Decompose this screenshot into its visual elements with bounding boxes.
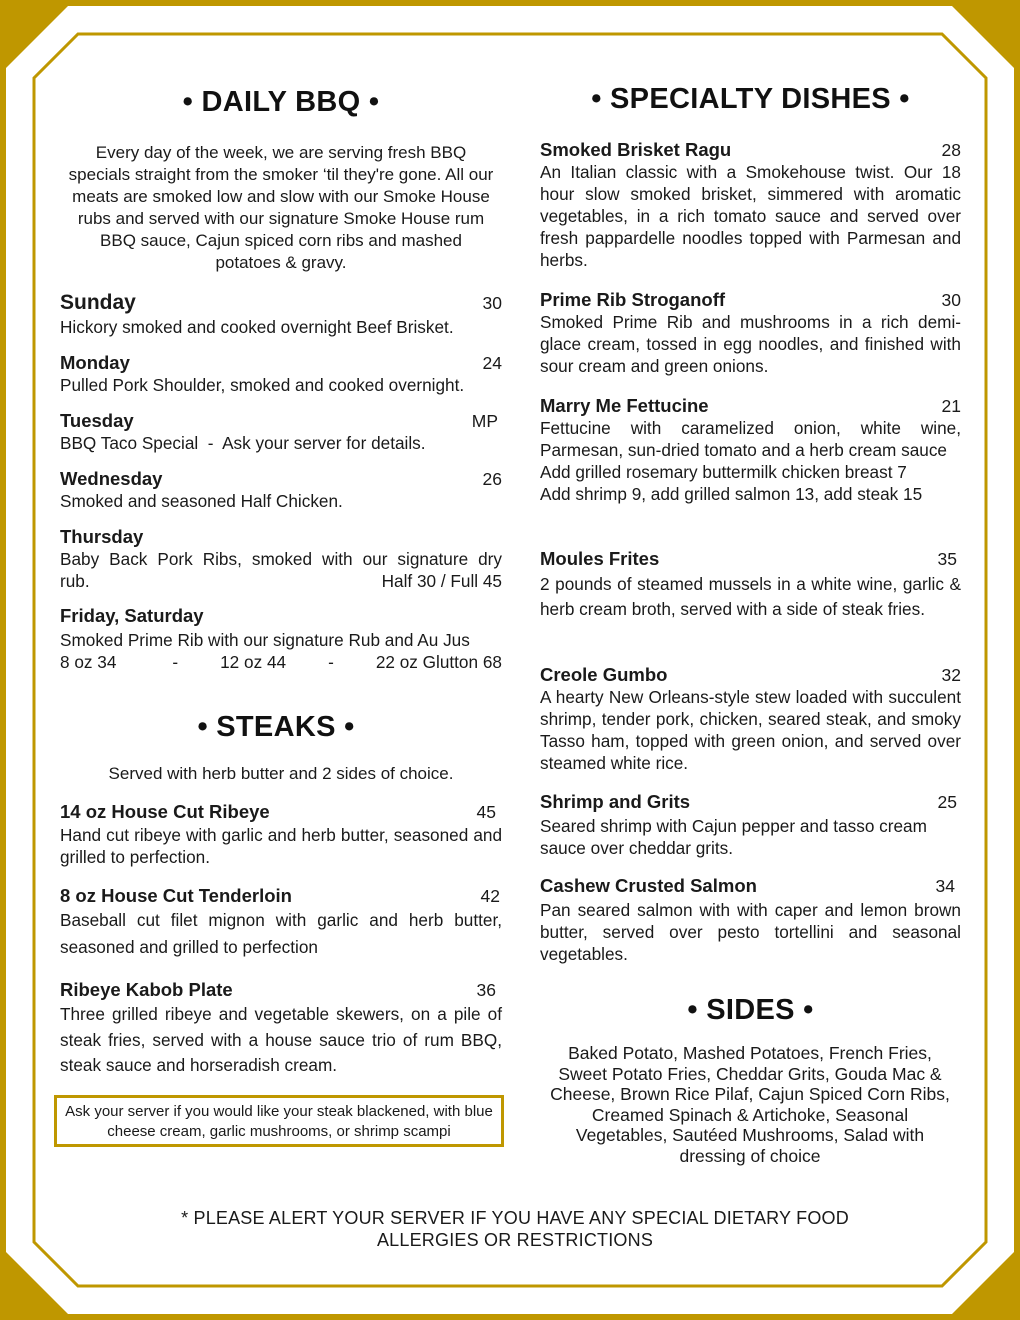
item-price: 30 (482, 293, 502, 313)
note-text: Ask your server if you would like your steak blackened, with blue cheese cream, garlic mushrooms, or shrimp scampi (65, 1103, 493, 1140)
steak-item-kabob (60, 979, 502, 1079)
item-desc: Pulled Pork Shoulder, smoked and cooked overnight. (60, 375, 465, 395)
item-desc: An Italian classic with a Smokehouse twist. Our 18 hour slow smoked brisket, simmered with aromatic vegetables, in a rich tomato sauce and served over fresh pappardelle noodles topped with Parmesan and herbs. (540, 162, 961, 270)
item-name: Ribeye Kabob Plate (60, 979, 233, 1000)
item-desc: Three grilled ribeye and vegetable skewers, on a pile of steak fries, served with a house sauce trio of rum BBQ, steak sauce and horseradish cream. (60, 1004, 502, 1075)
item-price: 35 (937, 549, 957, 569)
size-option: 8 oz 34 (60, 652, 117, 672)
item-desc: Smoked Prime Rib and mushrooms in a rich demi-glace cream, tossed in egg noodles, and finished with sour cream and green onions. (540, 312, 961, 376)
item-price: MP (471, 411, 498, 431)
item-price: 34 (935, 876, 955, 896)
item-desc: Baseball cut filet mignon with garlic and herb butter, seasoned and grilled to perfection (60, 910, 502, 957)
bbq-item-sunday (60, 292, 502, 338)
bbq-item-monday (60, 352, 502, 396)
item-name: Sunday (60, 291, 136, 314)
item-desc: A hearty New Orleans-style stew loaded with succulent shrimp, tender pork, chicken, seared steak, and smoky Tasso ham, topped with green onion, and served over steamed white rice. (540, 687, 961, 773)
right-column (540, 0, 961, 1320)
item-price: 36 (476, 980, 496, 1000)
item-desc: Pan seared salmon with with caper and lemon brown butter, served over pesto tortellini and seasonal vegetables. (540, 900, 961, 964)
steak-options-note (54, 1095, 504, 1147)
sides-list: Baked Potato, Mashed Potatoes, French Fries, Sweet Potato Fries, Cheddar Grits, Gouda Mac & Cheese, Brown Rice Pilaf, Cajun Spiced Corn Ribs, Creamed Spinach & Artichoke, Seasonal Vegetables, Sautéed Mushrooms, Salad with dressing of choice (550, 1043, 950, 1166)
footer-line-1: * PLEASE ALERT YOUR SERVER IF YOU HAVE ANY SPECIAL DIETARY FOOD (181, 1208, 849, 1228)
allergy-footer (100, 1207, 930, 1251)
steaks-intro: Served with herb butter and 2 sides of choice. (108, 764, 454, 783)
item-name: Prime Rib Stroganoff (540, 289, 726, 310)
item-name: Cashew Crusted Salmon (540, 875, 757, 896)
item-desc: BBQ Taco Special - Ask your server for details. (60, 433, 426, 453)
item-desc: Fettucine with caramelized onion, white wine, Parmesan, sun-dried tomato and a herb cream sauce (540, 418, 961, 460)
bbq-item-friday-saturday (60, 605, 502, 673)
bbq-item-wednesday (60, 468, 502, 512)
size-separator: - (172, 652, 179, 672)
size-separator: - (328, 652, 334, 672)
item-desc: Smoked and seasoned Half Chicken. (60, 491, 343, 511)
specialty-item-brisket-ragu (540, 139, 961, 271)
item-name: Shrimp and Grits (540, 791, 691, 812)
bbq-item-thursday (60, 526, 502, 592)
specialty-item-moules-frites (540, 548, 961, 622)
footer-line-2: ALLERGIES OR RESTRICTIONS (376, 1230, 654, 1250)
item-name: 14 oz House Cut Ribeye (60, 801, 270, 822)
item-price: 45 (476, 802, 496, 822)
item-desc: Hickory smoked and cooked overnight Beef Brisket. (60, 317, 454, 337)
item-price: 30 (941, 290, 961, 310)
item-desc: Hand cut ribeye with garlic and herb butter, seasoned and grilled to perfection. (60, 825, 502, 867)
steaks-title: • STEAKS • (197, 711, 355, 743)
item-name: Moules Frites (540, 548, 660, 569)
item-desc: Baby Back Pork Ribs, smoked with our signature dry (60, 549, 502, 569)
item-price: 32 (941, 665, 961, 685)
item-addon: Add grilled rosemary buttermilk chicken breast 7 (540, 462, 907, 482)
item-addon: Add shrimp 9, add grilled salmon 13, add steak 15 (540, 484, 923, 504)
item-price: 21 (941, 396, 961, 416)
steak-item-tenderloin (60, 885, 502, 961)
item-name: Monday (60, 352, 130, 373)
specialty-item-cashew-salmon (540, 875, 961, 965)
item-name: Creole Gumbo (540, 664, 668, 685)
item-name: 8 oz House Cut Tenderloin (60, 885, 292, 906)
daily-bbq-intro: Every day of the week, we are serving fresh BBQ specials straight from the smoker ‘til they're gone. All our meats are smoked low and slow with our Smoke House rubs and served with our signature Smoke House rum BBQ sauce, Cajun spiced corn ribs and mashed potatoes & gravy. (68, 143, 494, 272)
specialty-item-fettucine (540, 395, 961, 505)
bbq-item-tuesday (60, 410, 502, 454)
steak-item-ribeye (60, 801, 502, 868)
item-name: Tuesday (60, 410, 134, 431)
item-desc-cont: rub. (60, 571, 90, 591)
item-name: Smoked Brisket Ragu (540, 139, 732, 160)
item-price: 24 (482, 353, 502, 373)
item-price: Half 30 / Full 45 (381, 571, 502, 591)
item-price: 42 (480, 886, 500, 906)
item-name: Wednesday (60, 468, 163, 489)
specialty-item-creole-gumbo (540, 664, 961, 774)
item-name: Friday, Saturday (60, 605, 204, 626)
daily-bbq-title: • DAILY BBQ • (182, 86, 380, 118)
item-name: Marry Me Fettucine (540, 395, 709, 416)
specialty-item-shrimp-grits (540, 791, 961, 859)
size-prices (60, 651, 502, 673)
item-price: 28 (941, 140, 961, 160)
item-price: 25 (937, 792, 957, 812)
size-option: 22 oz Glutton 68 (375, 652, 502, 672)
item-desc: Seared shrimp with Cajun pepper and tasso cream sauce over cheddar grits. (540, 816, 927, 858)
item-price: 26 (482, 469, 502, 489)
item-desc: Smoked Prime Rib with our signature Rub and Au Jus (60, 630, 470, 650)
size-option: 12 oz 44 (220, 652, 287, 672)
specialty-item-stroganoff (540, 289, 961, 377)
item-desc: 2 pounds of steamed mussels in a white wine, garlic & herb cream broth, served with a side of steak fries. (540, 574, 961, 619)
item-name: Thursday (60, 526, 144, 547)
specialty-dishes-title: • SPECIALTY DISHES • (591, 83, 910, 115)
sides-title: • SIDES • (687, 994, 814, 1026)
